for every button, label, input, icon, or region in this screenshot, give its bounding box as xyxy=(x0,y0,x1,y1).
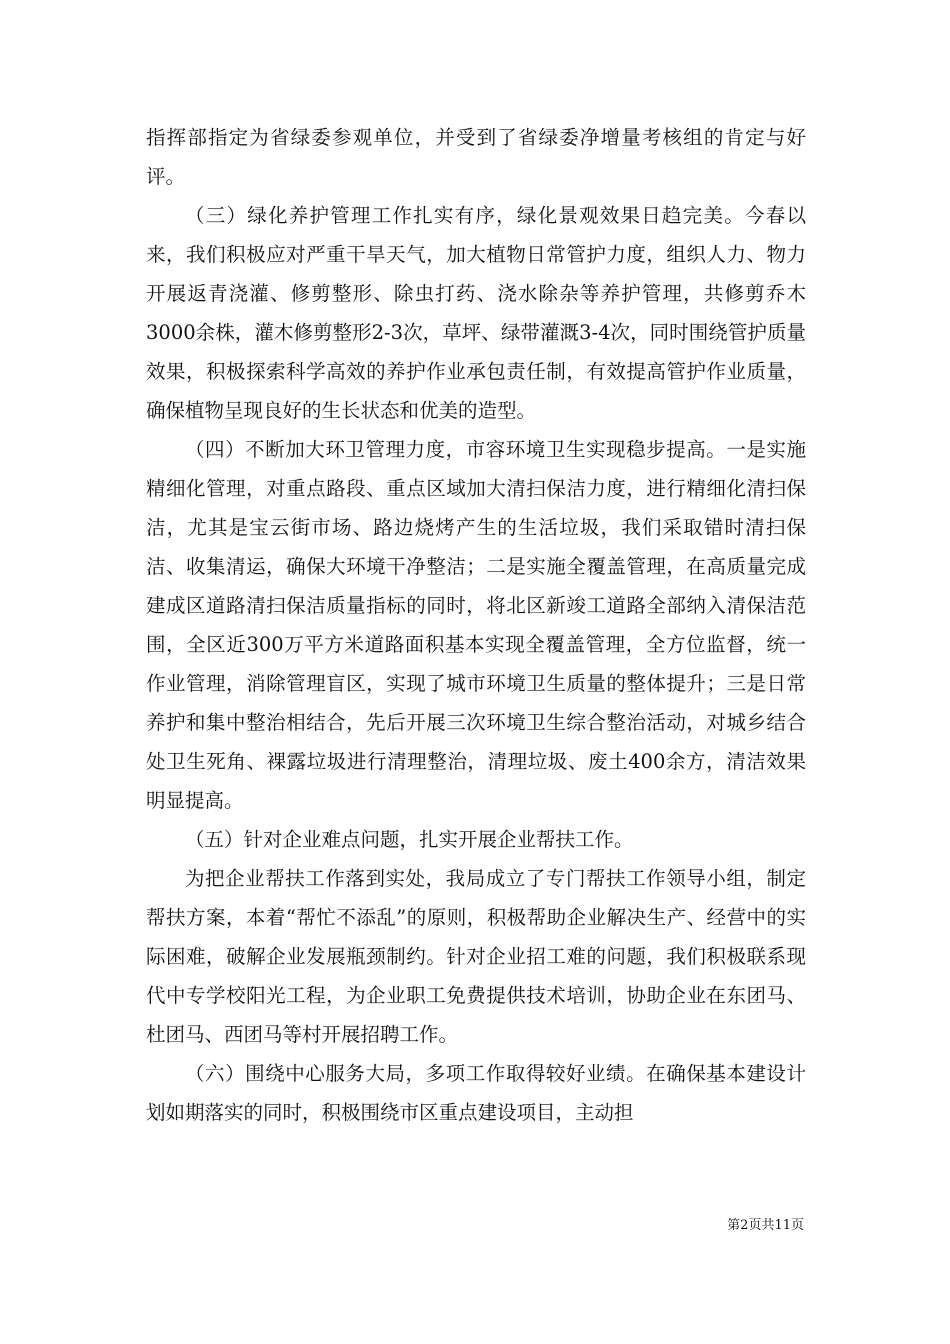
paragraph-sanitation-management: （四）不断加大环卫管理力度，市容环境卫生实现稳步提高。一是实施精细化管理，对重点路段、重点区域加大清扫保洁力度，进行精细化清扫保洁，尤其是宝云街市场、路边烧烤产生的生活垃圾，我们采取错时清扫保洁、收集清运，确保大环境干净整洁；二是实施全覆盖管理，在高质量完成建成区道路清扫保洁质量指标的同时，将北区新竣工道路全部纳入清保洁范围，全区近300万平方米道路面积基本实现全覆盖管理，全方位监督，统一作业管理，消除管理盲区，实现了城市环境卫生质量的整体提升；三是日常养护和集中整治相结合，先后开展三次环境卫生综合整治活动，对城乡结合处卫生死角、裸露垃圾进行清理整治，清理垃圾、废土400余方，清洁效果明显提高。 xyxy=(146,438,806,812)
paragraph-enterprise-support-heading: （五）针对企业难点问题，扎实开展企业帮扶工作。 xyxy=(185,828,634,851)
paragraph-greening-maintenance: （三）绿化养护管理工作扎实有序，绿化景观效果日趋完美。今春以来，我们积极应对严重干旱天气，加大植物日常管护力度，组织人力、物力开展返青浇灌、修剪整形、除虫打药、浇水除杂等养护管理，共修剪乔木3000余株，灌木修剪整形2-3次，草坪、绿带灌溉3-4次，同时围绕管护质量效果，积极探索科学高效的养护作业承包责任制，有效提高管护作业质量，确保植物呈现良好的生长状态和优美的造型。 xyxy=(146,204,806,422)
paragraph-continuation: 指挥部指定为省绿委参观单位，并受到了省绿委净增量考核组的肯定与好评。 xyxy=(146,126,806,188)
paragraph-central-services: （六）围绕中心服务大局，多项工作取得较好业绩。在确保基本建设计划如期落实的同时，积极围绕市区重点建设项目，主动担 xyxy=(146,1062,806,1124)
page-number: 第2页共11页 xyxy=(727,1218,804,1233)
document-body xyxy=(146,118,806,1132)
paragraph-enterprise-support: 为把企业帮扶工作落到实处，我局成立了专门帮扶工作领导小组，制定帮扶方案，本着“帮忙不添乱”的原则，积极帮助企业解决生产、经营中的实际困难，破解企业发展瓶颈制约。针对企业招工难的问题，我们积极联系现代中专学校阳光工程，为企业职工免费提供技术培训，协助企业在东团马、杜团马、西团马等村开展招聘工作。 xyxy=(146,867,806,1046)
